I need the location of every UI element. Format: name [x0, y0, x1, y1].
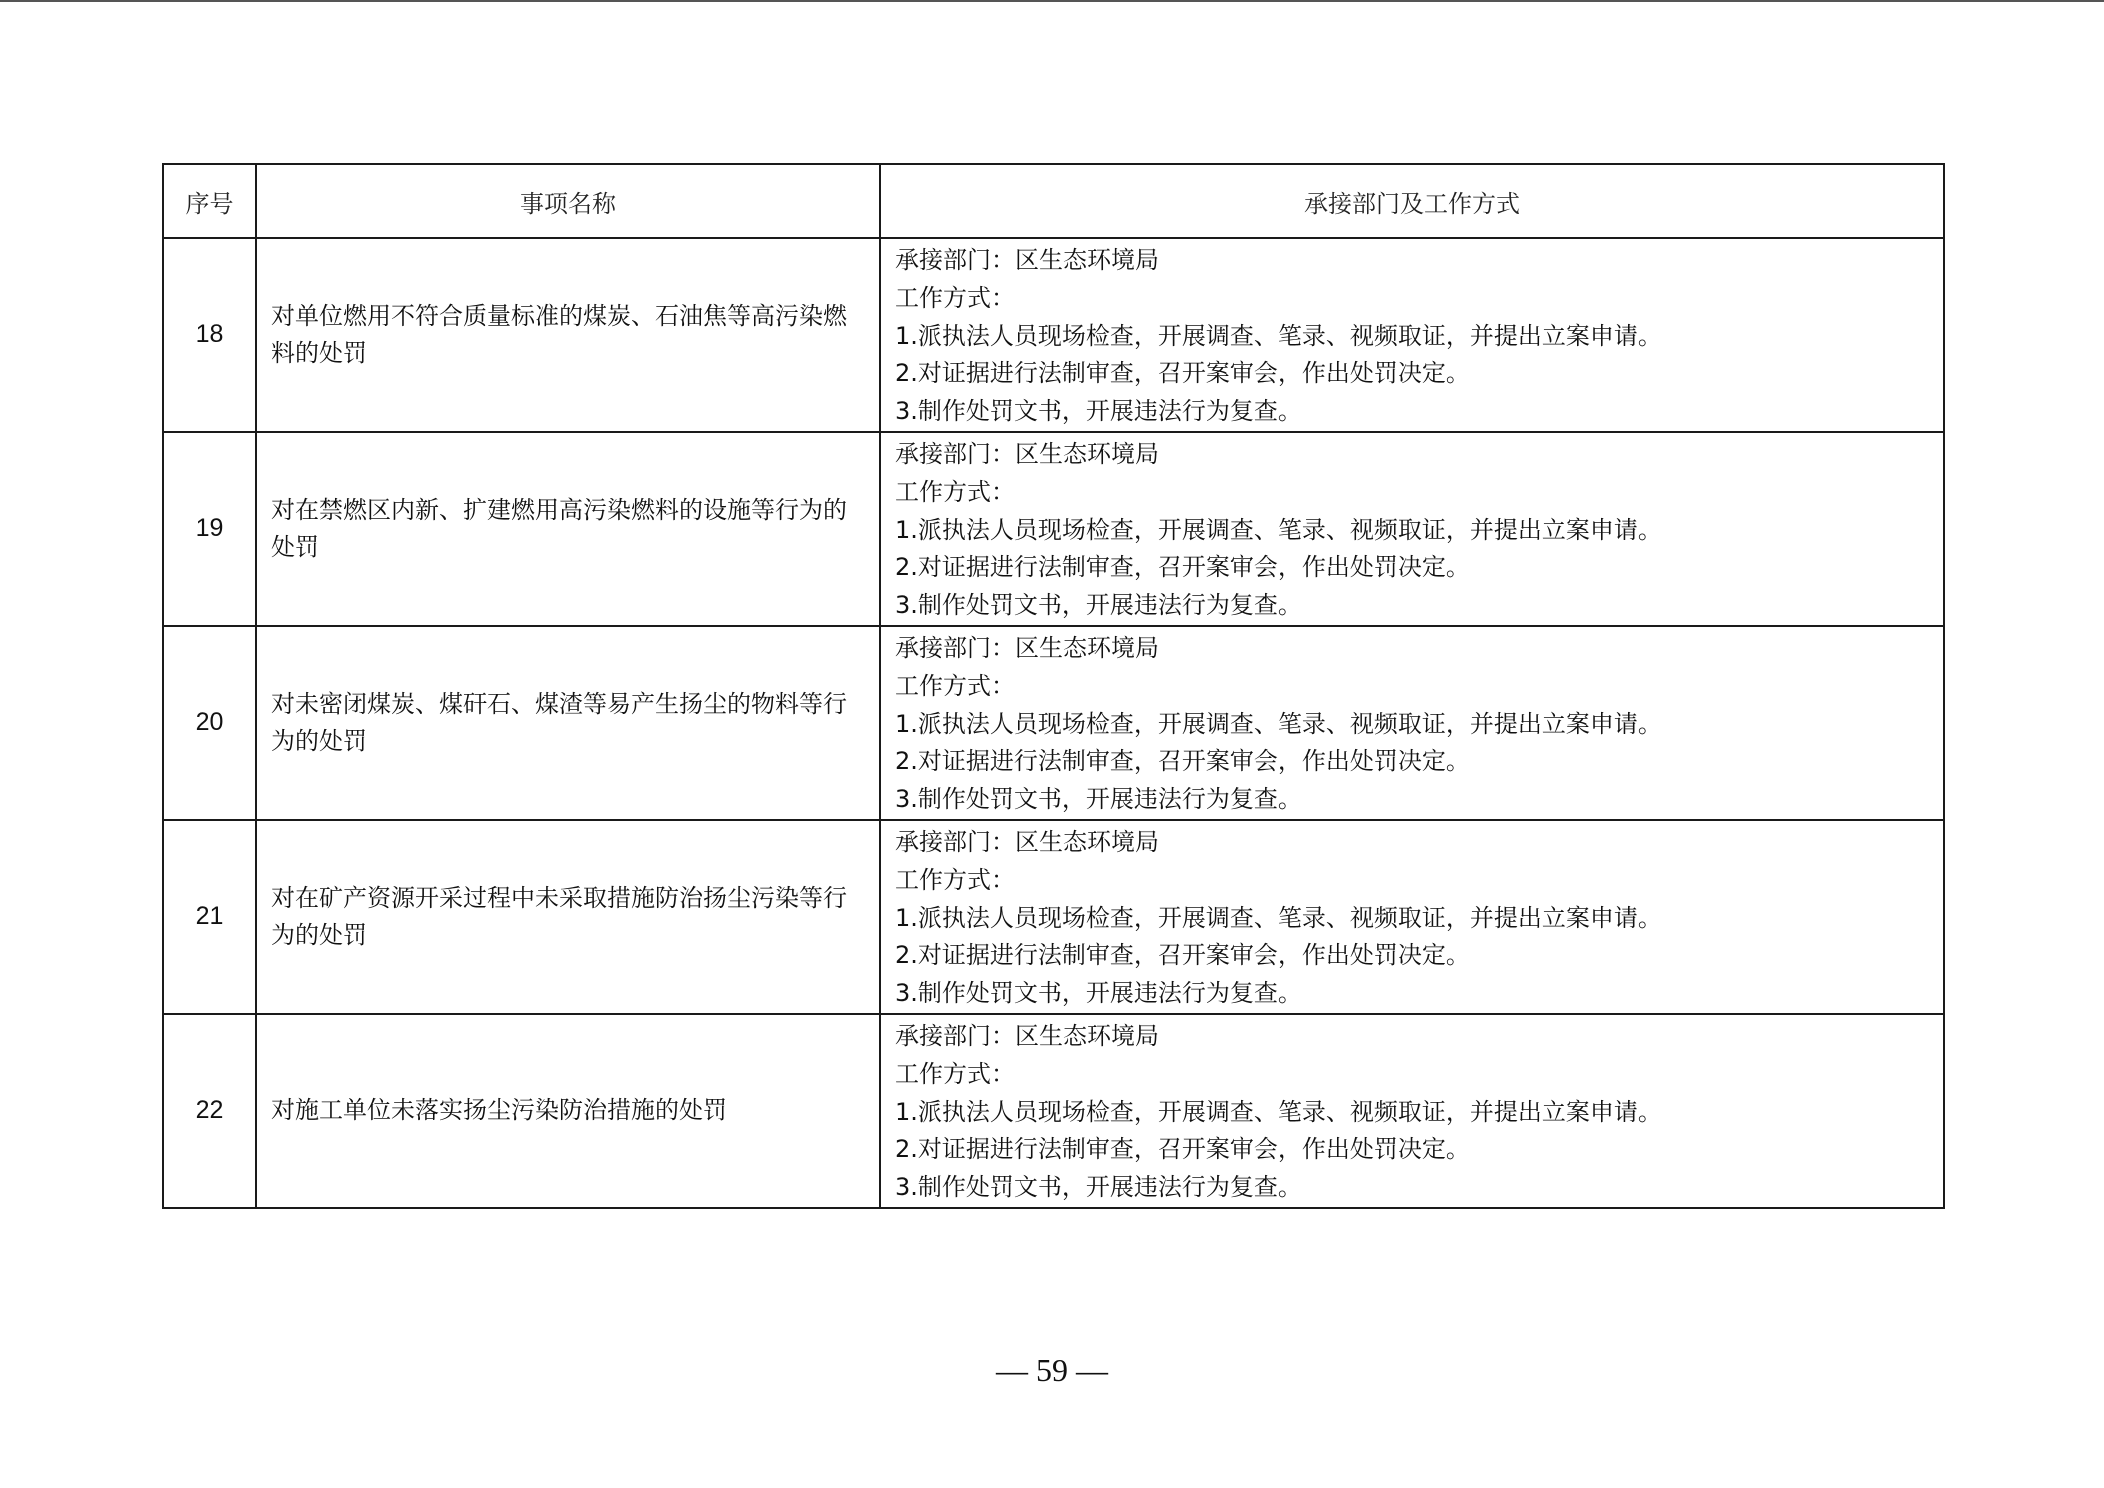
- row-seq: 22: [163, 1014, 256, 1208]
- row-method: [880, 1014, 1944, 1208]
- method-step-1: 1.派执法人员现场检查，开展调查、笔录、视频取证，并提出立案申请。: [895, 1097, 1662, 1126]
- method-step-1: 1.派执法人员现场检查，开展调查、笔录、视频取证，并提出立案申请。: [895, 321, 1662, 350]
- method-step-1: 1.派执法人员现场检查，开展调查、笔录、视频取证，并提出立案申请。: [895, 903, 1662, 932]
- method-label: 工作方式：: [895, 1059, 1015, 1088]
- table-row: [163, 1014, 1944, 1208]
- method-step-2: 2.对证据进行法制审查，召开案审会，作出处罚决定。: [895, 747, 1470, 776]
- row-seq: 21: [163, 820, 256, 1014]
- method-label: 工作方式：: [895, 671, 1015, 700]
- row-seq: 18: [163, 238, 256, 432]
- method-label: 工作方式：: [895, 283, 1015, 312]
- top-border-line: [0, 0, 2104, 2]
- matters-table: [162, 163, 1945, 1209]
- header-name: 事项名称: [256, 164, 880, 238]
- page-number: — 59 —: [996, 1352, 1108, 1388]
- row-name: 对单位燃用不符合质量标准的煤炭、石油焦等高污染燃料的处罚: [256, 238, 880, 432]
- method-step-3: 3.制作处罚文书，开展违法行为复查。: [895, 591, 1302, 620]
- row-seq: 20: [163, 626, 256, 820]
- table-row: [163, 626, 1944, 820]
- row-name: 对施工单位未落实扬尘污染防治措施的处罚: [256, 1014, 880, 1208]
- department-line: 承接部门：区生态环境局: [895, 439, 1159, 468]
- header-method: 承接部门及工作方式: [880, 164, 1944, 238]
- table-row: [163, 238, 1944, 432]
- row-name: 对未密闭煤炭、煤矸石、煤渣等易产生扬尘的物料等行为的处罚: [256, 626, 880, 820]
- row-seq: 19: [163, 432, 256, 626]
- method-step-1: 1.派执法人员现场检查，开展调查、笔录、视频取证，并提出立案申请。: [895, 709, 1662, 738]
- table-row: [163, 820, 1944, 1014]
- table-row: [163, 432, 1944, 626]
- method-step-2: 2.对证据进行法制审查，召开案审会，作出处罚决定。: [895, 941, 1470, 970]
- row-method: [880, 820, 1944, 1014]
- method-step-3: 3.制作处罚文书，开展违法行为复查。: [895, 397, 1302, 426]
- department-line: 承接部门：区生态环境局: [895, 633, 1159, 662]
- department-line: 承接部门：区生态环境局: [895, 827, 1159, 856]
- method-label: 工作方式：: [895, 477, 1015, 506]
- method-step-2: 2.对证据进行法制审查，召开案审会，作出处罚决定。: [895, 359, 1470, 388]
- department-line: 承接部门：区生态环境局: [895, 246, 1159, 274]
- method-step-2: 2.对证据进行法制审查，召开案审会，作出处罚决定。: [895, 553, 1470, 582]
- table-header-row: [163, 164, 1944, 238]
- method-step-3: 3.制作处罚文书，开展违法行为复查。: [895, 979, 1302, 1008]
- department-line: 承接部门：区生态环境局: [895, 1021, 1159, 1050]
- row-method: [880, 626, 1944, 820]
- header-seq: 序号: [163, 164, 256, 238]
- method-label: 工作方式：: [895, 865, 1015, 894]
- row-method: [880, 238, 1944, 432]
- method-step-3: 3.制作处罚文书，开展违法行为复查。: [895, 1173, 1302, 1202]
- method-step-3: 3.制作处罚文书，开展违法行为复查。: [895, 785, 1302, 814]
- row-method: [880, 432, 1944, 626]
- row-name: 对在矿产资源开采过程中未采取措施防治扬尘污染等行为的处罚: [256, 820, 880, 1014]
- row-name: 对在禁燃区内新、扩建燃用高污染燃料的设施等行为的处罚: [256, 432, 880, 626]
- method-step-2: 2.对证据进行法制审查，召开案审会，作出处罚决定。: [895, 1135, 1470, 1164]
- method-step-1: 1.派执法人员现场检查，开展调查、笔录、视频取证，并提出立案申请。: [895, 515, 1662, 544]
